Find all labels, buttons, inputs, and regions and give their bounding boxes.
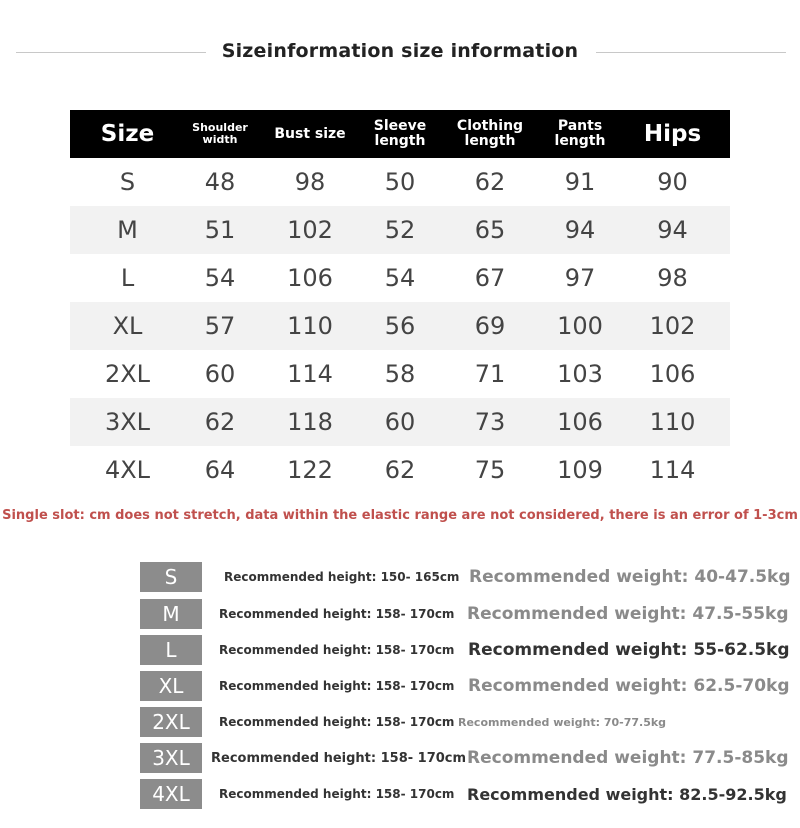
header-shoulder-width: Shoulder width [192,121,248,146]
cell-bust: 98 [294,168,326,196]
size-badge: 2XL [140,707,202,737]
cell-shoulder: 64 [204,456,236,484]
cell-clothing: 67 [474,264,506,292]
recommended-weight: Recommended weight: 77.5-85kg [467,748,789,768]
cell-bust: 118 [287,408,333,436]
cell-hips: 110 [649,408,696,436]
cell-pants: 91 [564,168,596,196]
cell-size: S [119,168,136,196]
recommended-weight: Recommended weight: 47.5-55kg [467,604,789,624]
table-row [70,158,730,206]
cell-clothing: 65 [474,216,506,244]
cell-bust: 106 [287,264,333,292]
cell-pants: 109 [557,456,603,484]
recommendation-row [0,743,800,773]
size-badge: L [140,635,202,665]
cell-shoulder: 57 [204,312,236,340]
table-row [70,206,730,254]
cell-bust: 110 [287,312,333,340]
recommended-height: Recommended height: 158- 170cm [219,715,455,729]
cell-shoulder: 62 [204,408,236,436]
header-bust-size: Bust size [274,125,346,142]
cell-size: 4XL [104,456,151,484]
recommendation-row [0,599,800,629]
measurement-note: Single slot: cm does not stretch, data within the elastic range are not considered, there is an error of 1-3cm [2,508,798,523]
cell-sleeve: 60 [384,408,416,436]
cell-pants: 100 [557,312,603,340]
cell-shoulder: 54 [204,264,236,292]
cell-pants: 103 [557,360,603,388]
size-badge: M [140,599,202,629]
recommended-height: Recommended height: 150- 165cm [224,570,460,584]
header-size: Size [100,121,155,147]
recommendation-row [0,635,800,665]
cell-pants: 94 [564,216,596,244]
table-row [70,350,730,398]
recommendation-row [0,671,800,701]
cell-sleeve: 58 [384,360,416,388]
cell-size: XL [112,312,143,340]
recommended-height: Recommended height: 158- 170cm [219,787,455,801]
recommended-height: Recommended height: 158- 170cm [219,679,455,693]
size-table [70,110,730,494]
cell-hips: 98 [657,264,688,292]
size-badge: S [140,562,202,592]
cell-sleeve: 62 [384,456,416,484]
recommended-weight: Recommended weight: 82.5-92.5kg [467,784,787,804]
cell-hips: 102 [649,312,696,340]
table-row [70,398,730,446]
table-row [70,446,730,494]
recommended-height: Recommended height: 158- 170cm [219,643,455,657]
cell-bust: 102 [287,216,333,244]
cell-shoulder: 51 [204,216,236,244]
page-title: Sizeinformation size information [221,40,579,62]
table-header [70,110,730,158]
cell-size: 2XL [104,360,151,388]
cell-size: M [117,216,138,244]
cell-hips: 106 [649,360,696,388]
cell-hips: 90 [657,168,688,196]
size-badge: XL [140,671,202,701]
title-row [0,40,800,66]
header-hips: Hips [643,121,702,147]
recommendation-row [0,707,800,737]
cell-clothing: 73 [474,408,506,436]
recommended-weight: Recommended weight: 40-47.5kg [469,567,791,587]
cell-sleeve: 50 [384,168,416,196]
header-pants-length: Pants length [554,118,606,149]
recommended-weight: Recommended weight: 55-62.5kg [468,640,790,660]
cell-bust: 122 [287,456,333,484]
recommended-height: Recommended height: 158- 170cm [219,607,455,621]
cell-clothing: 71 [474,360,506,388]
recommended-weight: Recommended weight: 62.5-70kg [468,676,790,696]
recommendation-row [0,779,800,809]
cell-pants: 97 [564,264,596,292]
header-sleeve-length: Sleeve length [373,118,427,149]
cell-clothing: 75 [474,456,506,484]
table-row [70,302,730,350]
cell-size: L [120,264,135,292]
cell-sleeve: 52 [384,216,416,244]
size-badge: 4XL [140,779,202,809]
header-clothing-length: Clothing length [456,118,524,149]
cell-sleeve: 56 [384,312,416,340]
cell-hips: 94 [657,216,688,244]
recommendation-row [0,562,800,592]
cell-pants: 106 [557,408,603,436]
cell-bust: 114 [287,360,333,388]
cell-sleeve: 54 [384,264,416,292]
cell-clothing: 69 [474,312,506,340]
table-row [70,254,730,302]
cell-shoulder: 48 [204,168,236,196]
size-badge: 3XL [140,743,202,773]
title-divider-right [596,52,786,53]
cell-clothing: 62 [474,168,506,196]
recommended-weight: Recommended weight: 70-77.5kg [458,715,667,729]
cell-hips: 114 [649,456,696,484]
recommended-height: Recommended height: 158- 170cm [211,750,467,766]
cell-size: 3XL [104,408,151,436]
cell-shoulder: 60 [204,360,236,388]
